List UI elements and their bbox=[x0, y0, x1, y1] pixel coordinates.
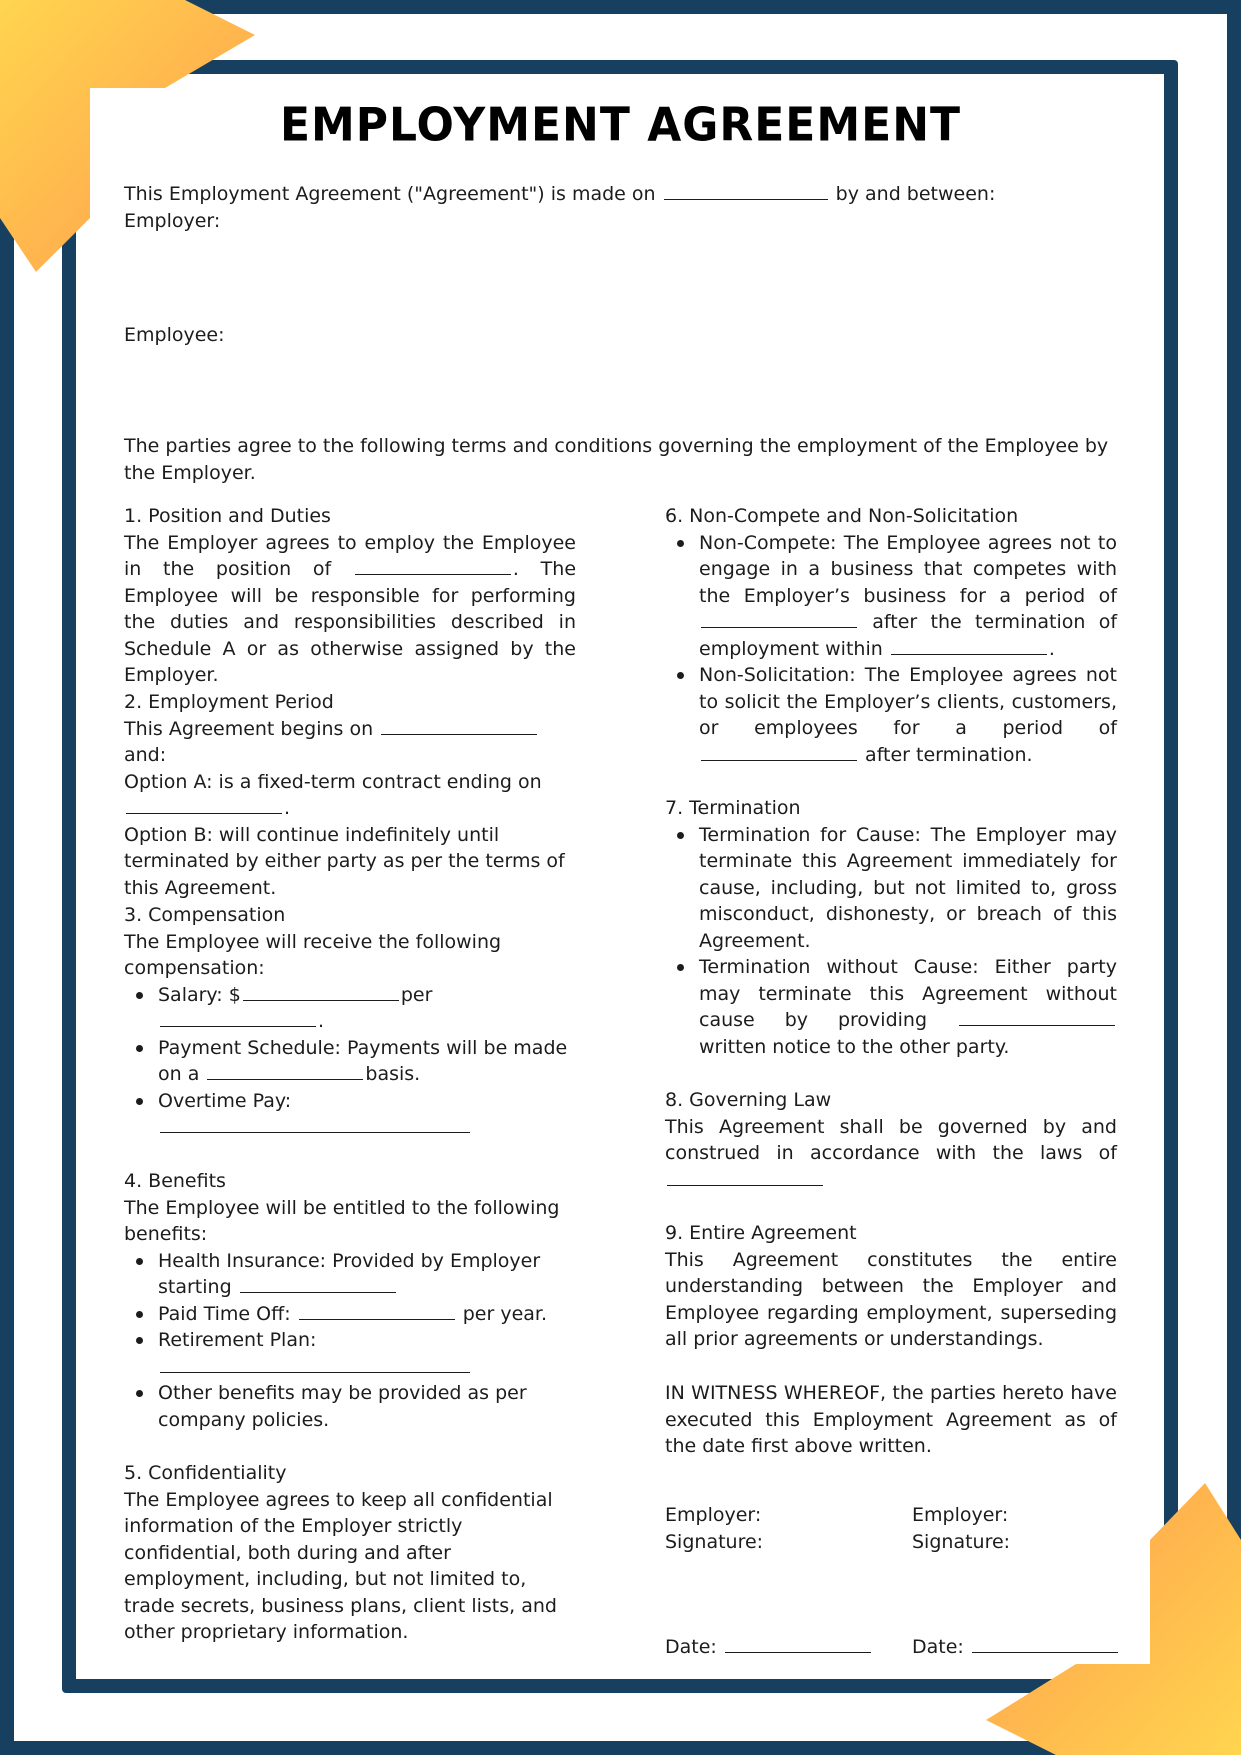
payment-basis-blank[interactable] bbox=[207, 1061, 363, 1080]
intro-text-end: by and between: bbox=[835, 183, 996, 205]
list-item: Payment Schedule: Payments will be made on a basis. bbox=[158, 1035, 576, 1088]
list-item: Other benefits may be provided as per company policies. bbox=[158, 1380, 576, 1433]
section-intro: The Employee will receive the following compensation: bbox=[124, 930, 502, 979]
signature-party-label: Employer: bbox=[665, 1504, 762, 1526]
parties-paragraph: The parties agree to the following terms and conditions governing the employment of the Employee by the Employer. bbox=[124, 435, 1109, 484]
date-line-right: Date: bbox=[912, 1634, 1132, 1661]
intro-text: This Employment Agreement ("Agreement") is made on bbox=[124, 183, 656, 205]
list-item: Overtime Pay: bbox=[158, 1088, 576, 1141]
section-benefits bbox=[124, 1168, 576, 1433]
section-heading: 9. Entire Agreement bbox=[665, 1222, 857, 1244]
list-item: Salary: $ per . bbox=[158, 982, 576, 1035]
list-item: Paid Time Off: per year. bbox=[158, 1301, 576, 1328]
non-compete-list bbox=[665, 530, 1117, 769]
signature-party-label: Employer: bbox=[912, 1504, 1009, 1526]
witness-paragraph: IN WITNESS WHEREOF, the parties hereto have executed this Employment Agreement as of the date first above written. bbox=[665, 1382, 1117, 1457]
section-heading: 6. Non-Compete and Non-Solicitation bbox=[665, 505, 1019, 527]
list-item: Termination for Cause: The Employer may terminate this Agreement immediately for cause, including, but not limited to, gross misconduct, dishonesty, or breach of this Agreement. bbox=[699, 822, 1117, 955]
retirement-blank[interactable] bbox=[160, 1354, 470, 1373]
section-non-compete bbox=[665, 503, 1117, 768]
section-heading: 3. Compensation bbox=[124, 904, 286, 926]
section-heading: 2. Employment Period bbox=[124, 691, 334, 713]
notice-period-blank[interactable] bbox=[959, 1007, 1115, 1026]
option-a: Option A: is a fixed-term contract ending on . bbox=[124, 770, 542, 819]
section-body: The Employer agrees to employ the Employee in the position of . The Employee will be responsible for performing the duties and responsibilities described in Schedule A or as otherwise assigned by the Employer. bbox=[124, 531, 577, 686]
position-blank[interactable] bbox=[355, 556, 511, 575]
non-compete-area-blank[interactable] bbox=[891, 636, 1047, 655]
non-compete-period-blank[interactable] bbox=[701, 609, 857, 628]
date-line-left: Date: bbox=[665, 1634, 885, 1661]
section-termination bbox=[665, 795, 1117, 1060]
list-item: Retirement Plan: bbox=[158, 1327, 576, 1380]
signature-label[interactable]: Signature: bbox=[912, 1530, 1011, 1553]
section-entire-agreement bbox=[665, 1220, 1117, 1353]
section-heading: 8. Governing Law bbox=[665, 1089, 832, 1111]
section-confidentiality bbox=[124, 1460, 576, 1646]
begins-line: This Agreement begins on and: bbox=[124, 716, 576, 769]
termination-list bbox=[665, 822, 1117, 1061]
section-heading: 1. Position and Duties bbox=[124, 505, 331, 527]
section-body: This Agreement constitutes the entire understanding between the Employer and Employee regarding employment, superseding all prior agreements or understandings. bbox=[665, 1248, 1117, 1350]
list-item: Termination without Cause: Either party may terminate this Agreement without cause by providing written notice to the other party. bbox=[699, 954, 1117, 1060]
overtime-blank[interactable] bbox=[160, 1114, 470, 1133]
list-item: Non-Compete: The Employee agrees not to engage in a business that competes with the Employer’s business for a period of after the termination of employment within . bbox=[699, 530, 1117, 663]
section-heading: 5. Confidentiality bbox=[124, 1462, 287, 1484]
option-b: Option B: will continue indefinitely until terminated by either party as per the terms of this Agreement. bbox=[124, 823, 565, 899]
date-left-blank[interactable] bbox=[725, 1634, 871, 1653]
section-compensation bbox=[124, 902, 576, 1141]
signature-label[interactable]: Signature: bbox=[665, 1530, 764, 1553]
section-body: The Employee agrees to keep all confidential information of the Employer strictly confidential, both during and after employment, including, but not limited to, trade secrets, business plans, client lists, and other proprietary information. bbox=[124, 1488, 557, 1643]
pto-blank[interactable] bbox=[299, 1301, 455, 1320]
list-item: Health Insurance: Provided by Employer starting bbox=[158, 1248, 576, 1301]
compensation-list bbox=[124, 982, 576, 1141]
section-body: This Agreement shall be governed by and construed in accordance with the laws of bbox=[665, 1114, 1117, 1194]
section-position bbox=[124, 503, 576, 689]
list-item: Non-Solicitation: The Employee agrees not to solicit the Employer’s clients, customers, or employees for a period of after termination. bbox=[699, 662, 1117, 768]
non-solicit-period-blank[interactable] bbox=[701, 742, 857, 761]
signature-block-left bbox=[665, 1502, 885, 1555]
intro-line bbox=[124, 181, 1114, 208]
start-date-blank[interactable] bbox=[381, 716, 537, 735]
benefits-list bbox=[124, 1248, 576, 1434]
jurisdiction-blank[interactable] bbox=[667, 1167, 823, 1186]
date-right-blank[interactable] bbox=[972, 1634, 1118, 1653]
section-intro: The Employee will be entitled to the following benefits: bbox=[124, 1196, 560, 1245]
date-blank[interactable] bbox=[664, 181, 828, 200]
section-governing-law bbox=[665, 1087, 1117, 1193]
signature-block-right bbox=[912, 1502, 1132, 1555]
section-heading: 7. Termination bbox=[665, 797, 801, 819]
employer-label: Employer: bbox=[124, 210, 221, 232]
page-title: EMPLOYMENT AGREEMENT bbox=[279, 98, 962, 153]
section-employment-period bbox=[124, 689, 576, 901]
section-heading: 4. Benefits bbox=[124, 1170, 226, 1192]
end-date-blank[interactable] bbox=[126, 795, 282, 814]
salary-blank[interactable] bbox=[243, 982, 399, 1001]
insurance-start-blank[interactable] bbox=[240, 1274, 396, 1293]
employee-label: Employee: bbox=[124, 324, 225, 346]
salary-period-blank[interactable] bbox=[160, 1008, 316, 1027]
